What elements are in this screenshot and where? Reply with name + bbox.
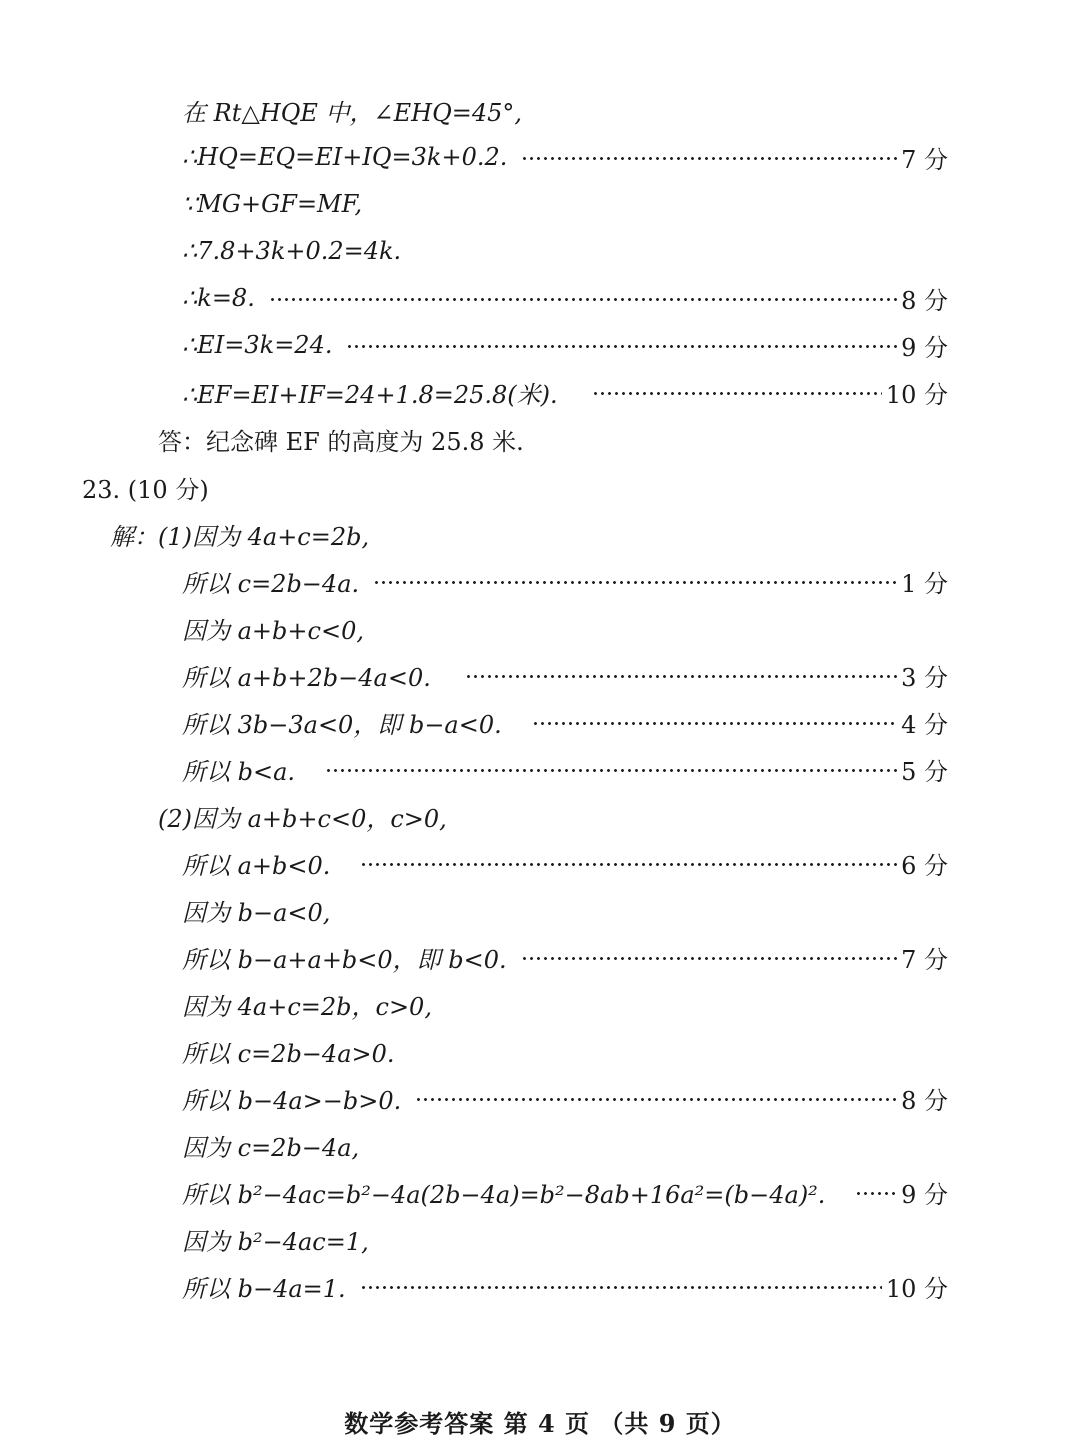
statement-text: 因为 c=2b−4a,	[182, 1133, 360, 1162]
statement-text: 在 Rt△HQE 中，∠EHQ=45°,	[182, 98, 523, 127]
score-label: 1 分	[901, 569, 948, 598]
dot-leader	[346, 345, 897, 348]
statement-text: (2)因为 a+b+c<0，c>0,	[158, 804, 447, 833]
solution-line	[0, 843, 1080, 883]
solution-line	[0, 655, 1080, 695]
statement-text: 所以 a+b+2b−4a<0.	[182, 663, 431, 692]
statement-text: 解：(1)因为 4a+c=2b,	[110, 522, 370, 551]
dot-leader	[415, 1098, 897, 1101]
solution-line	[0, 1219, 1080, 1259]
solution-line	[0, 796, 1080, 836]
score-label: 10 分	[885, 380, 948, 409]
dot-leader	[325, 769, 897, 772]
solution-line	[0, 137, 1080, 177]
score-label: 3 分	[901, 663, 948, 692]
score-label: 6 分	[901, 851, 948, 880]
dot-leader	[360, 1286, 882, 1289]
solution-line	[0, 278, 1080, 318]
solution-line	[0, 1125, 1080, 1165]
dot-leader	[465, 675, 897, 678]
statement-text: 所以 a+b<0.	[182, 851, 331, 880]
statement-text: 所以 b−4a>−b>0.	[182, 1086, 402, 1115]
solution-line	[0, 890, 1080, 930]
statement-text: 所以 b<a.	[182, 757, 296, 786]
statement-text: 所以 b−a+a+b<0，即 b<0.	[182, 945, 507, 974]
dot-leader	[521, 157, 897, 160]
solution-line	[0, 90, 1080, 130]
statement-text: ∵MG+GF=MF,	[182, 190, 363, 218]
statement-text: ∴7.8+3k+0.2=4k.	[182, 237, 402, 265]
dot-leader	[532, 722, 897, 725]
dot-leader	[373, 581, 897, 584]
solution-line	[0, 561, 1080, 601]
dot-leader	[269, 298, 897, 301]
answer-line	[0, 419, 1080, 459]
score-label: 8 分	[901, 1086, 948, 1115]
statement-text: 所以 b²−4ac=b²−4a(2b−4a)=b²−8ab+16a²=(b−4a)².	[182, 1180, 826, 1209]
statement-text: 因为 b−a<0,	[182, 898, 331, 927]
solution-line	[0, 514, 1080, 554]
statement-text: 所以 b−4a=1.	[182, 1274, 346, 1303]
dot-leader	[521, 957, 897, 960]
solution-line	[0, 1078, 1080, 1118]
score-label: 10 分	[885, 1274, 948, 1303]
answer-text: 答：纪念碑 EF 的高度为 25.8 米.	[158, 427, 524, 456]
statement-text: ∴EI=3k=24.	[182, 331, 333, 359]
statement-text: ∴HQ=EQ=EI+IQ=3k+0.2.	[182, 143, 508, 171]
solution-line	[0, 749, 1080, 789]
statement-text: 因为 4a+c=2b，c>0,	[182, 992, 432, 1021]
dot-leader	[592, 392, 882, 395]
score-label: 8 分	[901, 286, 948, 315]
statement-text: 因为 b²−4ac=1,	[182, 1227, 369, 1256]
question-number: 23. (10 分)	[82, 475, 209, 504]
solution-line	[0, 325, 1080, 365]
statement-text: ∴k=8.	[182, 284, 255, 312]
score-label: 4 分	[901, 710, 948, 739]
score-label: 5 分	[901, 757, 948, 786]
solution-line	[0, 702, 1080, 742]
statement-text: 所以 c=2b−4a.	[182, 569, 360, 598]
dot-leader	[855, 1192, 897, 1195]
solution-line	[0, 1031, 1080, 1071]
solution-line	[0, 231, 1080, 271]
statement-text: 所以 3b−3a<0，即 b−a<0.	[182, 710, 502, 739]
solution-line	[0, 984, 1080, 1024]
question-header	[0, 467, 1080, 507]
solution-line	[0, 184, 1080, 224]
solution-line	[0, 1266, 1080, 1306]
solution-line	[0, 372, 1080, 412]
statement-text: 所以 c=2b−4a>0.	[182, 1039, 395, 1068]
score-label: 7 分	[901, 945, 948, 974]
solution-line	[0, 1172, 1080, 1212]
score-label: 7 分	[901, 145, 948, 174]
solution-line	[0, 608, 1080, 648]
score-label: 9 分	[901, 1180, 948, 1209]
solution-line	[0, 937, 1080, 977]
score-label: 9 分	[901, 333, 948, 362]
statement-text: ∴EF=EI+IF=24+1.8=25.8(米).	[182, 380, 558, 409]
page-footer: 数学参考答案 第 4 页 （共 9 页）	[344, 1409, 736, 1438]
dot-leader	[360, 863, 897, 866]
statement-text: 因为 a+b+c<0,	[182, 616, 364, 645]
